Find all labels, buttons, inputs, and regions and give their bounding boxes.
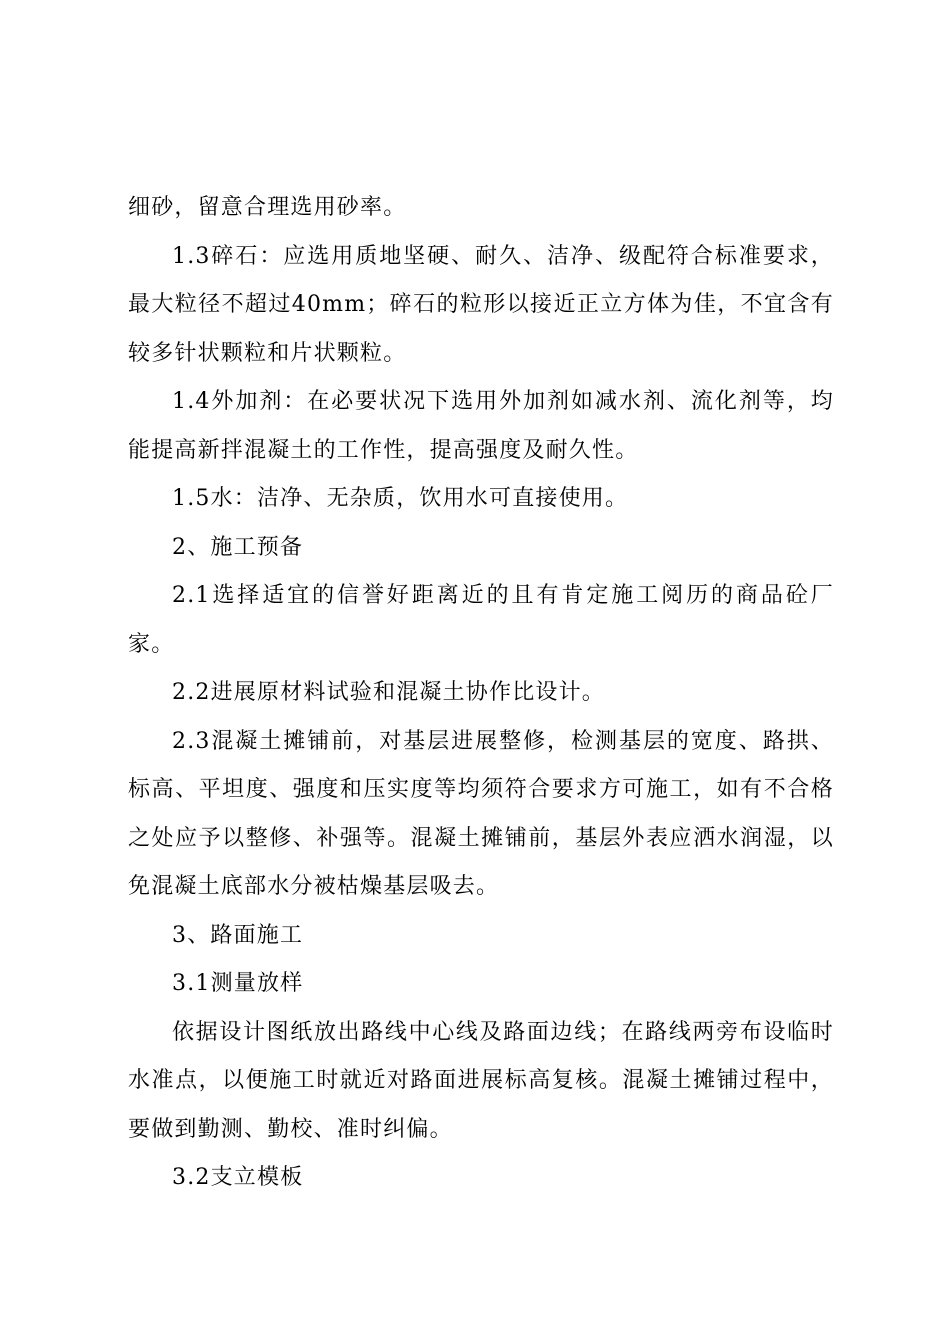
paragraph-survey-layout: 依据设计图纸放出路线中心线及路面边线；在路线两旁布设临时水准点，以便施工时就近对路面进展标高复核。混凝土摊铺过程中，要做到勤测、勤校、准时纠偏。 xyxy=(128,1019,834,1142)
paragraph-gravel: 1.3碎石：应选用质地坚硬、耐久、洁净、级配符合标准要求，最大粒径不超过40mm；碎石的粒形以接近正立方体为佳，不宜含有较多针状颗粒和片状颗粒。 xyxy=(128,243,834,366)
paragraph-water: 1.5水：洁净、无杂质，饮用水可直接使用。 xyxy=(172,486,629,511)
paragraph-base-repair: 2.3混凝土摊铺前，对基层进展整修，检测基层的宽度、路拱、标高、平坦度、强度和压实度等均须符合要求方可施工，如有不合格之处应予以整修、补强等。混凝土摊铺前，基层外表应洒水润湿，以免混凝土底部水分被枯燥基层吸去。 xyxy=(128,728,834,899)
section-heading-pavement-construction: 3、路面施工 xyxy=(172,922,304,948)
subsection-heading-survey-layout: 3.1测量放样 xyxy=(172,971,304,996)
subsection-heading-formwork: 3.2支立模板 xyxy=(172,1165,304,1190)
paragraph-sand-continuation: 细砂，留意合理选用砂率。 xyxy=(128,195,407,220)
paragraph-material-testing: 2.2进展原材料试验和混凝土协作比设计。 xyxy=(172,680,605,705)
paragraph-admixture: 1.4外加剂：在必要状况下选用外加剂如减水剂、流化剂等，均能提高新拌混凝土的工作性，提高强度及耐久性。 xyxy=(128,389,834,463)
paragraph-supplier-selection: 2.1选择适宜的信誉好距离近的且有肯定施工阅历的商品砼厂家。 xyxy=(128,583,834,657)
document-body xyxy=(128,184,834,1203)
section-heading-construction-prep: 2、施工预备 xyxy=(172,534,304,560)
